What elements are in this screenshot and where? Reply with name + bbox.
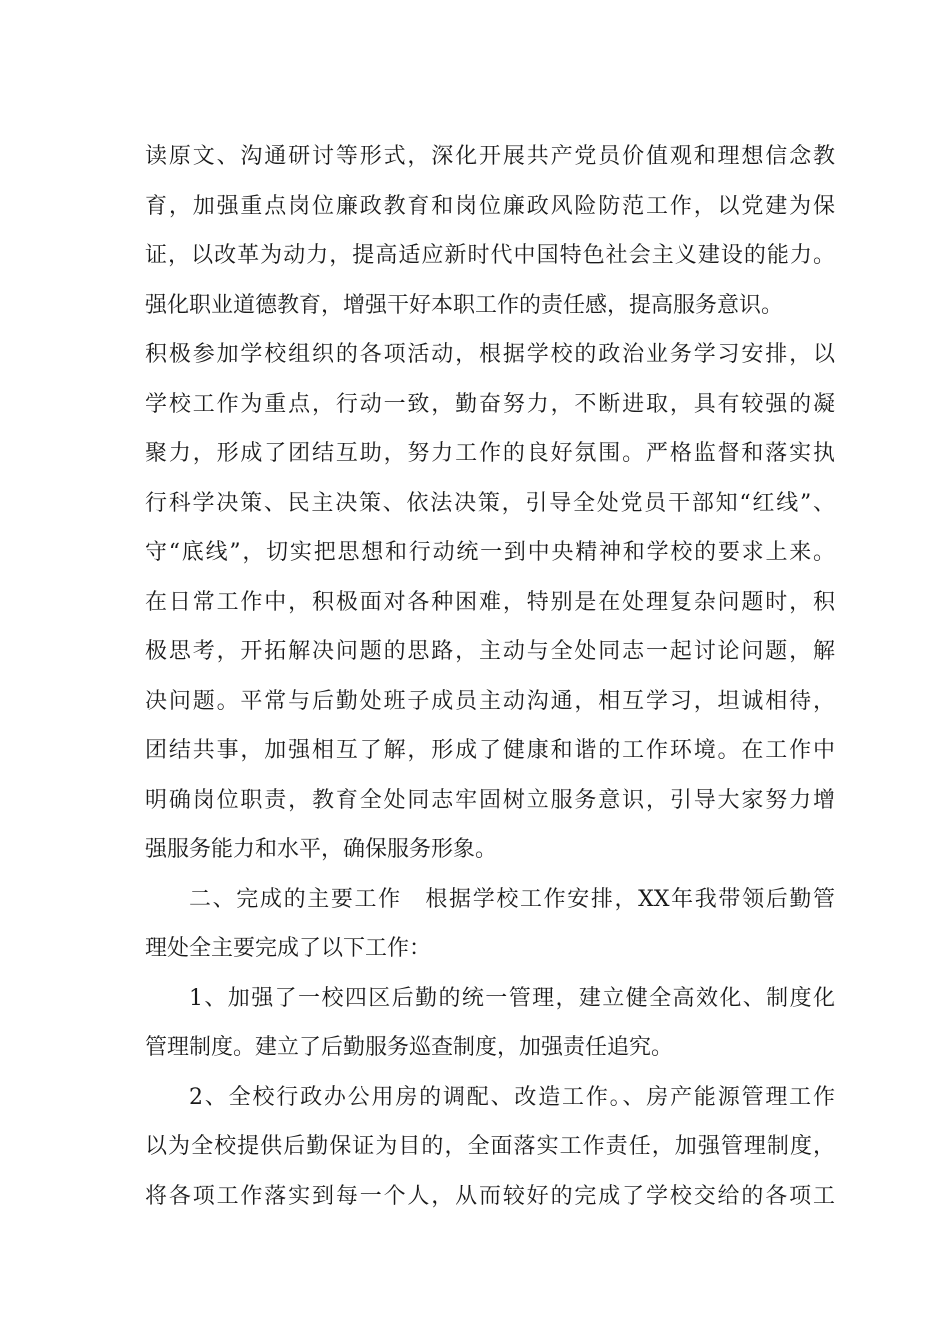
text-line: 聚力，形成了团结互助，努力工作的良好氛围。严格监督和落实执 — [145, 441, 835, 466]
text-line: 学校工作为重点，行动一致，勤奋努力，不断进取，具有较强的凝 — [145, 391, 835, 417]
text-line: 证，以改革为动力，提高适应新时代中国特色社会主义建设的能力。 — [145, 243, 835, 268]
text-line: 读原文、沟通研讨等形式，深化开展共产党员价值观和理想信念教 — [145, 144, 835, 169]
text-line: 极思考，开拓解决问题的思路，主动与全处同志一起讨论问题，解 — [145, 639, 835, 664]
text-line: 二、完成的主要工作 根据学校工作安排，XX年我带领后勤管 — [189, 886, 835, 912]
text-line: 团结共事，加强相互了解，形成了健康和谐的工作环境。在工作中 — [145, 738, 835, 763]
text-line: 在日常工作中，积极面对各种困难，特别是在处理复杂问题时，积 — [145, 589, 835, 615]
text-line: 积极参加学校组织的各项活动，根据学校的政治业务学习安排，以 — [145, 342, 835, 367]
text-line: 明确岗位职责，教育全处同志牢固树立服务意识，引导大家努力增 — [145, 787, 835, 813]
text-line: 强服务能力和水平，确保服务形象。 — [145, 837, 498, 862]
text-line: 理处全主要完成了以下工作： — [145, 936, 432, 961]
text-line: 强化职业道德教育，增强干好本职工作的责任感，提高服务意识。 — [145, 292, 784, 318]
text-line: 1、加强了一校四区后勤的统一管理，建立健全高效化、制度化 — [189, 985, 835, 1011]
text-line: 行科学决策、民主决策、依法决策，引导全处党员干部知“红线”、 — [145, 490, 835, 516]
text-line: 育，加强重点岗位廉政教育和岗位廉政风险防范工作，以党建为保 — [145, 193, 835, 219]
body-text — [145, 132, 835, 1221]
text-line: 管理制度。建立了后勤服务巡查制度，加强责任追究。 — [145, 1035, 674, 1060]
text-line: 2、全校行政办公用房的调配、改造工作。、房产能源管理工作 — [189, 1084, 835, 1110]
text-line: 守“底线”，切实把思想和行动统一到中央精神和学校的要求上来。 — [145, 540, 835, 565]
text-line: 将各项工作落实到每一个人，从而较好的完成了学校交给的各项工 — [145, 1183, 835, 1209]
text-line: 决问题。平常与后勤处班子成员主动沟通，相互学习，坦诚相待， — [145, 688, 835, 714]
text-line: 以为全校提供后勤保证为目的，全面落实工作责任，加强管理制度， — [145, 1134, 835, 1159]
